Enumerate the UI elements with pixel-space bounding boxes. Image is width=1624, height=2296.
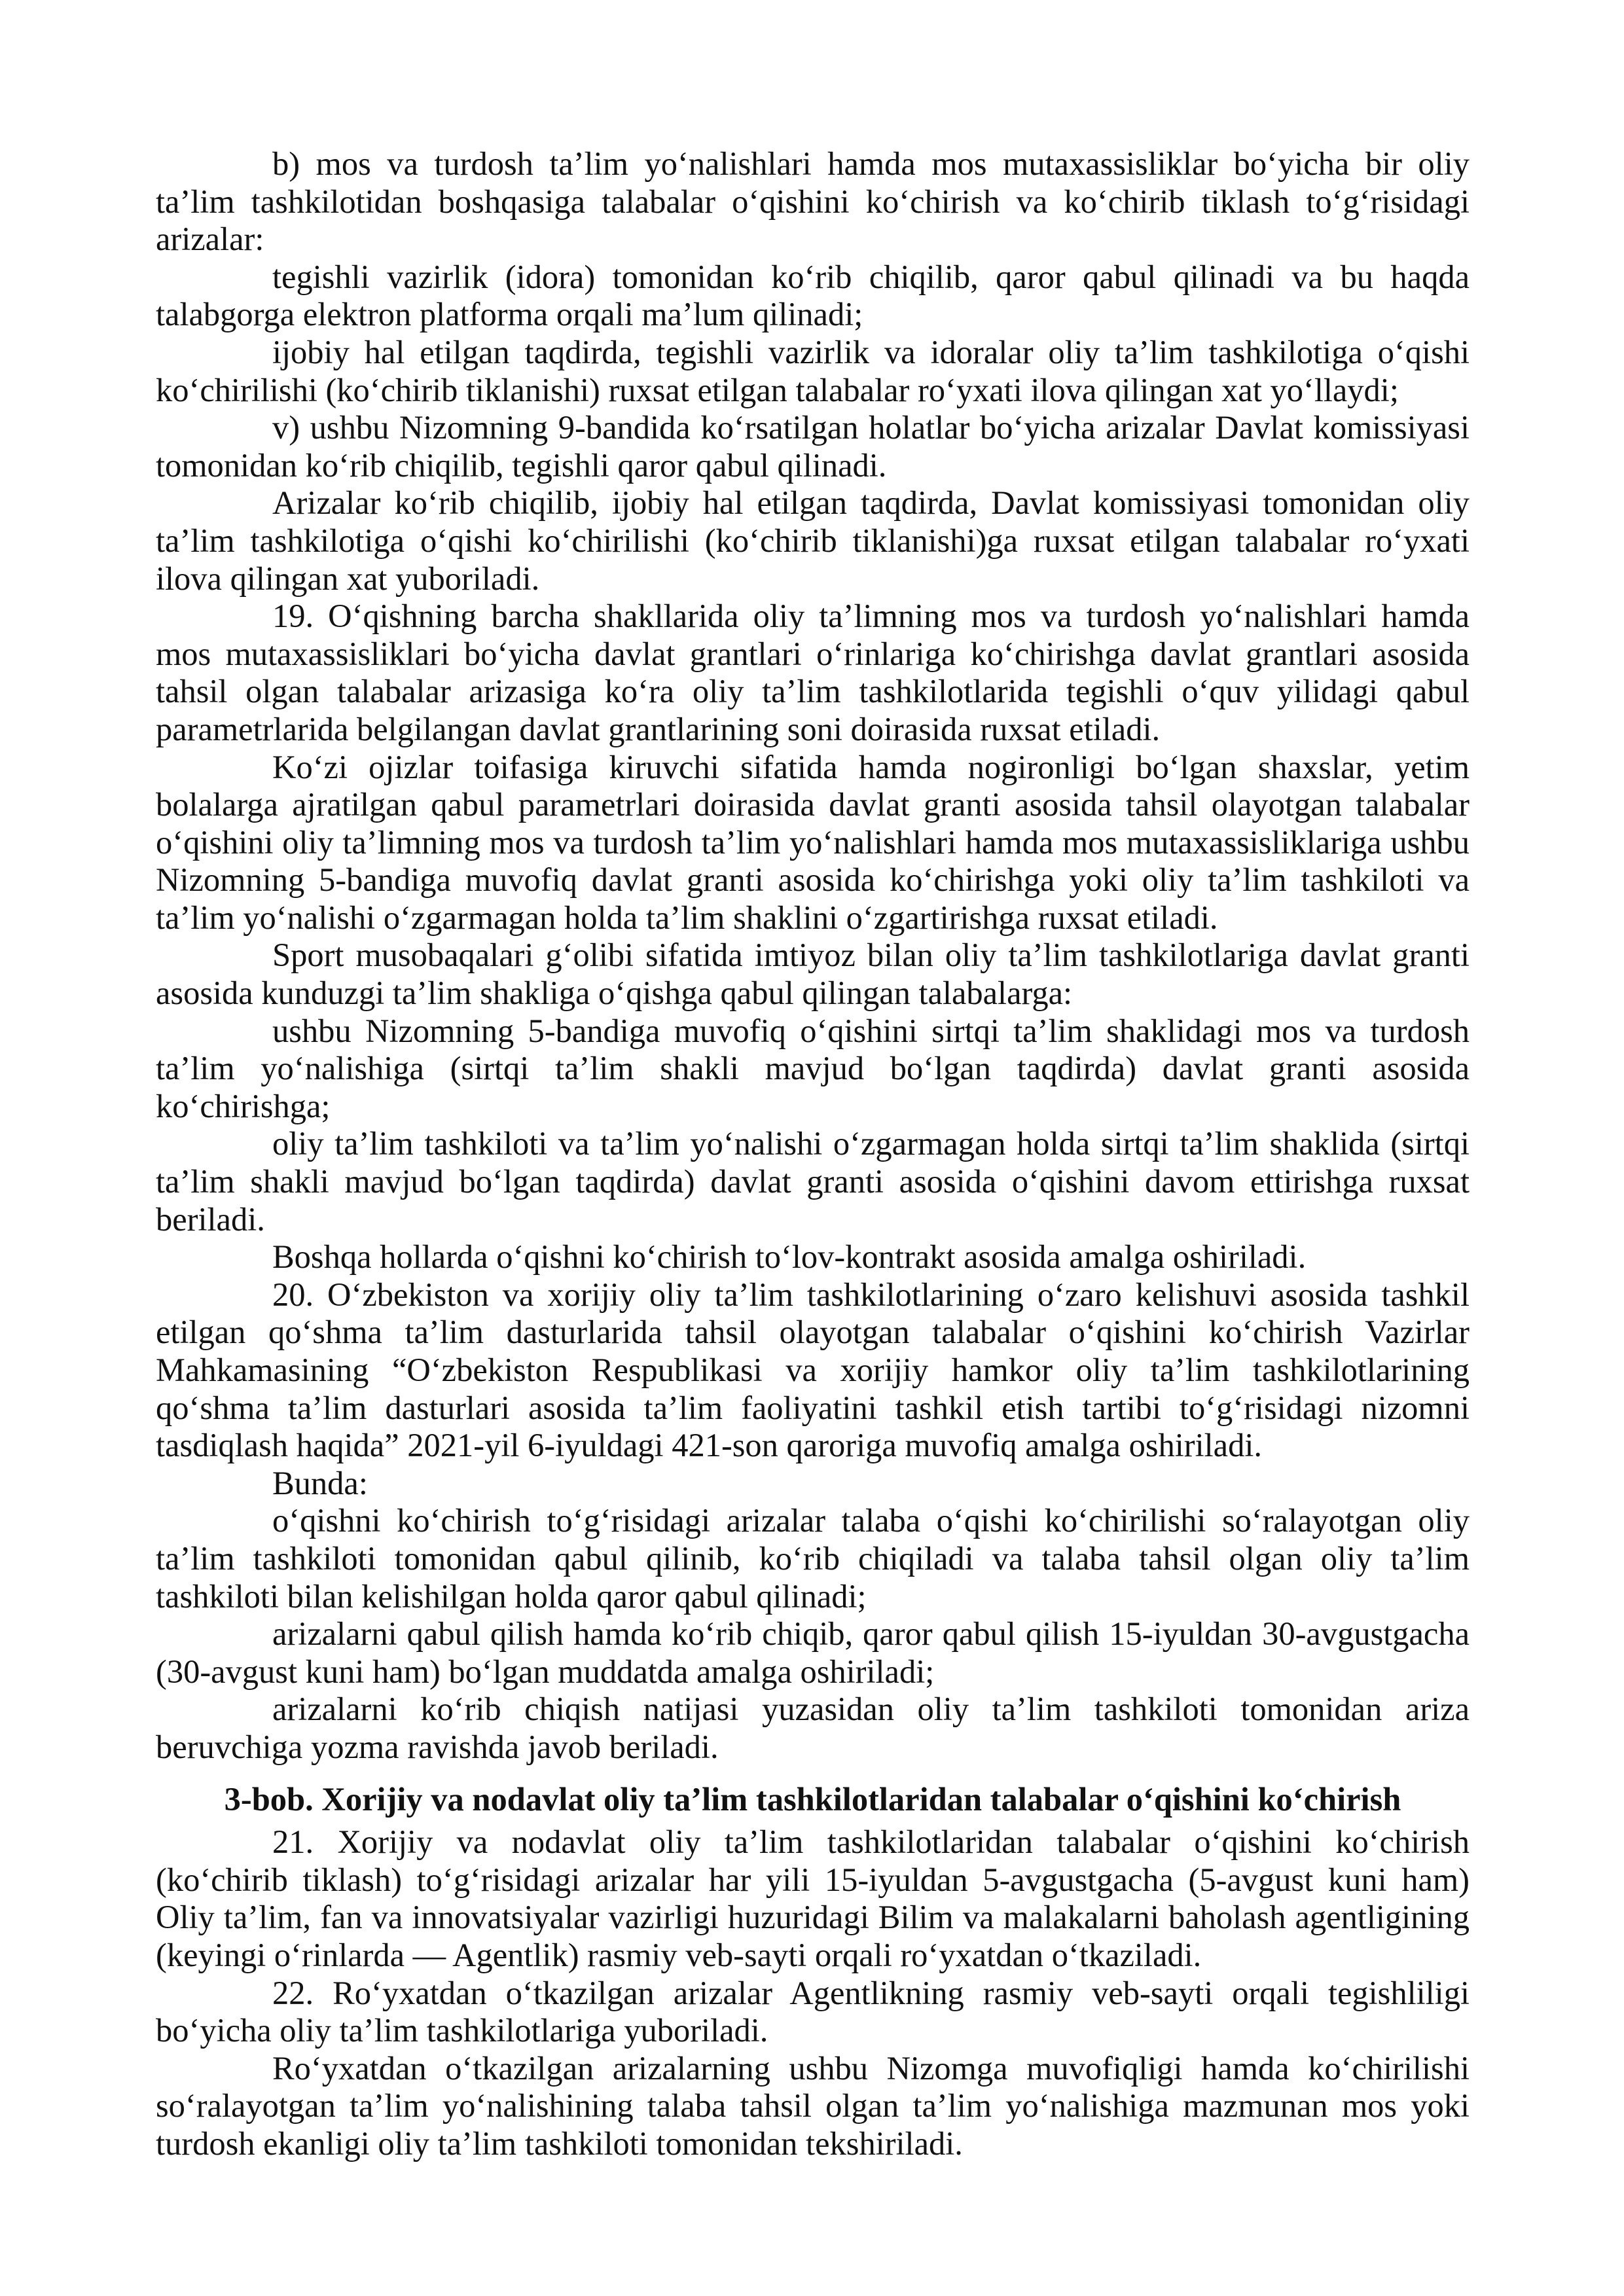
paragraph-applications-accepted: o‘qishni ko‘chirish to‘g‘risidagi arizalar talaba o‘qishi ko‘chirilishi so‘ralayotgan oliy ta’lim tashkiloti tomonidan qabul qilinib, ko‘rib chiqiladi va talaba tahsil olgan oliy ta’lim tashkiloti bilan kelishilgan holda qaror qabul qilinadi;	[156, 1502, 1470, 1615]
paragraph-application-period: arizalarni qabul qilish hamda ko‘rib chiqib, qaror qabul qilish 15-iyuldan 30-avgustgacha (30-avgust kuni ham) bo‘lgan muddatda amalga oshiriladi;	[156, 1615, 1470, 1690]
paragraph-19: 19. O‘qishning barcha shakllarida oliy ta’limning mos va turdosh yo‘nalishlari hamda mos mutaxassisliklari bo‘yicha davlat grantlari o‘rinlariga ko‘chirishga davlat grantlari asosida tahsil olgan talabalar arizasiga ko‘ra oliy ta’lim tashkilotlarida tegishli o‘quv yilidagi qabul parametrlarida belgilangan davlat grantlarining soni doirasida ruxsat etiladi.	[156, 598, 1470, 747]
paragraph-21: 21. Xorijiy va nodavlat oliy ta’lim tashkilotlaridan talabalar o‘qishini ko‘chirish (ko‘chirib tiklash) to‘g‘risidagi arizalar har yili 15-iyuldan 5-avgustgacha (5-avgust kuni ham) Oliy ta’lim, fan va innovatsiyalar vazirligi huzuridagi Bilim va malakalarni baholash agentligining (keyingi o‘rinlarda — Agentlik) rasmiy veb-sayti orqali ro‘yxatdan o‘tkaziladi.	[156, 1823, 1470, 1973]
paragraph-b-clause: b) mos va turdosh ta’lim yo‘nalishlari hamda mos mutaxassisliklar bo‘yicha bir oliy ta’lim tashkilotidan boshqasiga talabalar o‘qishini ko‘chirish va ko‘chirib tiklash to‘g‘risidagi arizalar:	[156, 145, 1470, 258]
chapter-3-heading: 3-bob. Xorijiy va nodavlat oliy ta’lim tashkilotlaridan talabalar o‘qishini ko‘chirish	[224, 1780, 1401, 1818]
paragraph-written-response: arizalarni ko‘rib chiqish natijasi yuzasidan oliy ta’lim tashkiloti tomonidan ariza beruvchiga yozma ravishda javob beriladi.	[156, 1691, 1470, 1765]
paragraph-verification: Ro‘yxatdan o‘tkazilgan arizalarning ushbu Nizomga muvofiqligi hamda ko‘chirilishi so‘ralayotgan ta’lim yo‘nalishining talaba tahsil olgan ta’lim yo‘nalishiga mazmunan mos yoki turdosh ekanligi oliy ta’lim tashkiloti tomonidan tekshiriladi.	[156, 2049, 1470, 2162]
paragraph-22: 22. Ro‘yxatdan o‘tkazilgan arizalar Agentlikning rasmiy veb-sayti orqali tegishliligi bo‘yicha oliy ta’lim tashkilotlariga yuboriladi.	[156, 1974, 1470, 2049]
paragraph-positive-decision: ijobiy hal etilgan taqdirda, tegishli vazirlik va idoralar oliy ta’lim tashkilotiga o‘qishi ko‘chirilishi (ko‘chirib tiklanishi) ruxsat etilgan talabalar ro‘yxati ilova qilingan xat yo‘llaydi;	[156, 333, 1470, 408]
paragraph-disabled-orphans: Ko‘zi ojizlar toifasiga kiruvchi sifatida hamda nogironligi bo‘lgan shaxslar, yetim bolalarga ajratilgan qabul parametrlari doirasida davlat granti asosida tahsil olayotgan talabalar o‘qishini oliy ta’limning mos va turdosh ta’lim yo‘nalishlari hamda mos mutaxassisliklariga ushbu Nizomning 5-bandiga muvofiq davlat granti asosida ko‘chirishga yoki oliy ta’lim tashkiloti va ta’lim yo‘nalishi o‘zgarmagan holda ta’lim shaklini o‘zgartirishga ruxsat etiladi.	[156, 748, 1470, 936]
document-page	[156, 145, 1470, 2162]
paragraph-bunda: Bunda:	[272, 1464, 368, 1501]
section-3	[156, 1823, 1470, 2162]
paragraph-v-clause: v) ushbu Nizomning 9-bandida ko‘rsatilgan holatlar bo‘yicha arizalar Davlat komissiyasi tomonidan ko‘rib chiqilib, tegishli qaror qabul qilinadi.	[156, 409, 1470, 484]
paragraph-sport-correspondence-transfer: ushbu Nizomning 5-bandiga muvofiq o‘qishini sirtqi ta’lim shaklidagi mos va turdosh ta’lim yo‘nalishiga (sirtqi ta’lim shakli mavjud bo‘lgan taqdirda) davlat granti asosida ko‘chirishga;	[156, 1012, 1470, 1124]
paragraph-sport-winners: Sport musobaqalari g‘olibi sifatida imtiyoz bilan oliy ta’lim tashkilotlariga davlat granti asosida kunduzgi ta’lim shakliga o‘qishga qabul qilingan talabalarga:	[156, 937, 1470, 1012]
paragraph-sport-correspondence-continue: oliy ta’lim tashkiloti va ta’lim yo‘nalishi o‘zgarmagan holda sirtqi ta’lim shaklida (sirtqi ta’lim shakli mavjud bo‘lgan taqdirda) davlat granti asosida o‘qishini davom ettirishga ruxsat beriladi.	[156, 1125, 1470, 1238]
section-2-continued	[156, 145, 1470, 1767]
paragraph-20: 20. O‘zbekiston va xorijiy oliy ta’lim tashkilotlarining o‘zaro kelishuvi asosida tashkil etilgan qo‘shma ta’lim dasturlarida tahsil olayotgan talabalar o‘qishini ko‘chirish Vazirlar Mahkamasining “O‘zbekiston Respublikasi va xorijiy hamkor oliy ta’lim tashkilotlarining qo‘shma ta’lim dasturlari asosida ta’lim faoliyatini tashkil etish tartibi to‘g‘risidagi nizomni tasdiqlash haqida” 2021-yil 6-iyuldagi 421-son qaroriga muvofiq amalga oshiriladi.	[156, 1276, 1470, 1464]
paragraph-commission-letter: Arizalar ko‘rib chiqilib, ijobiy hal etilgan taqdirda, Davlat komissiyasi tomonidan oliy ta’lim tashkilotiga o‘qishi ko‘chirilishi (ko‘chirib tiklanishi)ga ruxsat etilgan talabalar ro‘yxati ilova qilingan xat yuboriladi.	[156, 484, 1470, 597]
paragraph-ministry-review: tegishli vazirlik (idora) tomonidan ko‘rib chiqilib, qaror qabul qilinadi va bu haqda talabgorga elektron platforma orqali ma’lum qilinadi;	[156, 258, 1470, 333]
paragraph-contract-basis: Boshqa hollarda o‘qishni ko‘chirish to‘lov-kontrakt asosida amalga oshiriladi.	[272, 1238, 1307, 1276]
